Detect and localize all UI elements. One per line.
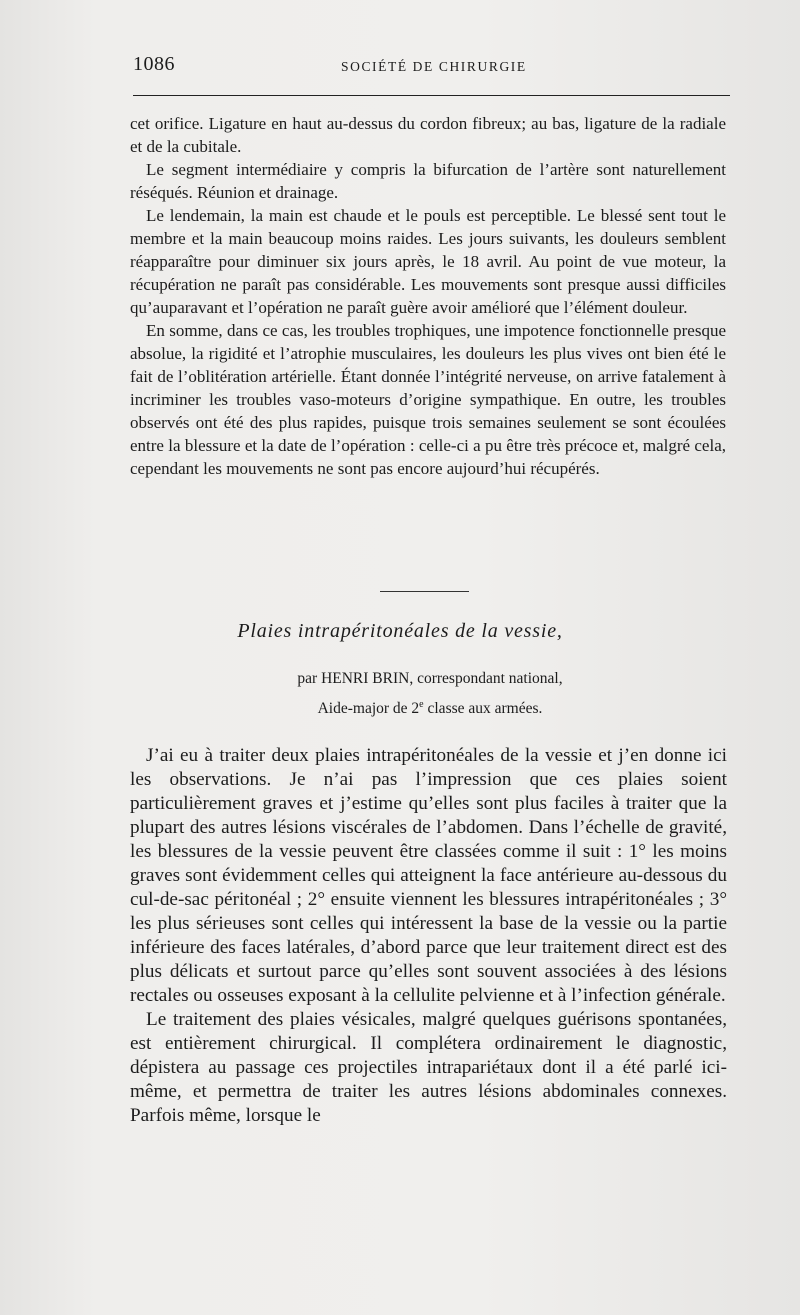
article-title: Plaies intrapéritonéales de la vessie, [237, 620, 563, 642]
page-number: 1086 [133, 53, 175, 75]
page-header [133, 53, 730, 79]
article-affiliation [30, 700, 800, 718]
article-body [130, 744, 727, 1128]
affiliation-text: Aide-major de 2 [317, 700, 420, 717]
paragraph: J’ai eu à traiter deux plaies intrapéritonéales de la vessie et j’en donne ici les observations. Je n’ai pas l’impression que ces plaies soient particulièrement graves et j’estime qu’elles sont plus faciles à traiter que la plupart des autres lésions viscérales de l’abdomen. Dans l’échelle de gravité, les blessures de la vessie peuvent être classées comme il suit : 1° les moins graves sont évidemment celles qui atteignent la face antérieure au-dessous du cul-de-sac péritonéal ; 2° ensuite viennent les blessures intrapéritonéales ; 3° les plus sérieuses sont celles qui intéressent la base de la vessie ou la partie inférieure des faces latérales, d’abord parce que leur traitement direct est des plus délicats et surtout parce qu’elles sont souvent associées à des lésions rectales ou osseuses exposant à la cellulite pelvienne et à l’infection générale. [130, 745, 727, 1006]
paragraph: Le segment intermédiaire y compris la bifurcation de l’artère sont naturellement réséqués. Réunion et drainage. [130, 160, 726, 202]
article-byline: par HENRI BRIN, correspondant national, [297, 670, 563, 687]
header-rule [133, 95, 730, 96]
paragraph: Le traitement des plaies vésicales, malgré quelques guérisons spontanées, est entièrement chirurgical. Il complétera ordinairement le diagnostic, dépistera au passage ces projectiles intrapariétaux dont il a été parlé ici-même, et permettra de traiter les autres lésions abdominales connexes. Parfois même, lorsque le [130, 1009, 727, 1126]
section-separator [380, 591, 469, 592]
paragraph: Le lendemain, la main est chaude et le pouls est perceptible. Le blessé sent tout le membre et la main beaucoup moins raides. Les jours suivants, les douleurs semblent réapparaître pour diminuer six jours après, le 18 avril. Au point de vue moteur, la récupération ne paraît pas considérable. Les mouvements sont presque aussi difficiles qu’auparavant et l’opération ne paraît guère avoir amélioré que l’élément douleur. [130, 206, 726, 317]
paragraph: cet orifice. Ligature en haut au-dessus du cordon fibreux; au bas, ligature de la radiale et de la cubitale. [130, 114, 726, 156]
case-report-text [130, 112, 726, 480]
affiliation-text: classe aux armées. [423, 700, 543, 717]
paragraph: En somme, dans ce cas, les troubles trophiques, une impotence fonctionnelle presque absolue, la rigidité et l’atrophie musculaires, les douleurs les plus vives ont bien été le fait de l’oblitération artérielle. Étant donnée l’intégrité nerveuse, on arrive fatalement à incriminer les troubles vaso-moteurs d’origine sympathique. En outre, les troubles observés ont été des plus rapides, puisque trois semaines seulement se sont écoulées entre la blessure et la date de l’opération : celle-ci a pu être très précoce et, malgré cela, cependant les mouvements ne sont pas encore aujourd’hui récupérés. [130, 321, 726, 478]
affiliation-superscript: e [419, 698, 424, 710]
running-head: SOCIÉTÉ DE CHIRURGIE [341, 59, 527, 74]
